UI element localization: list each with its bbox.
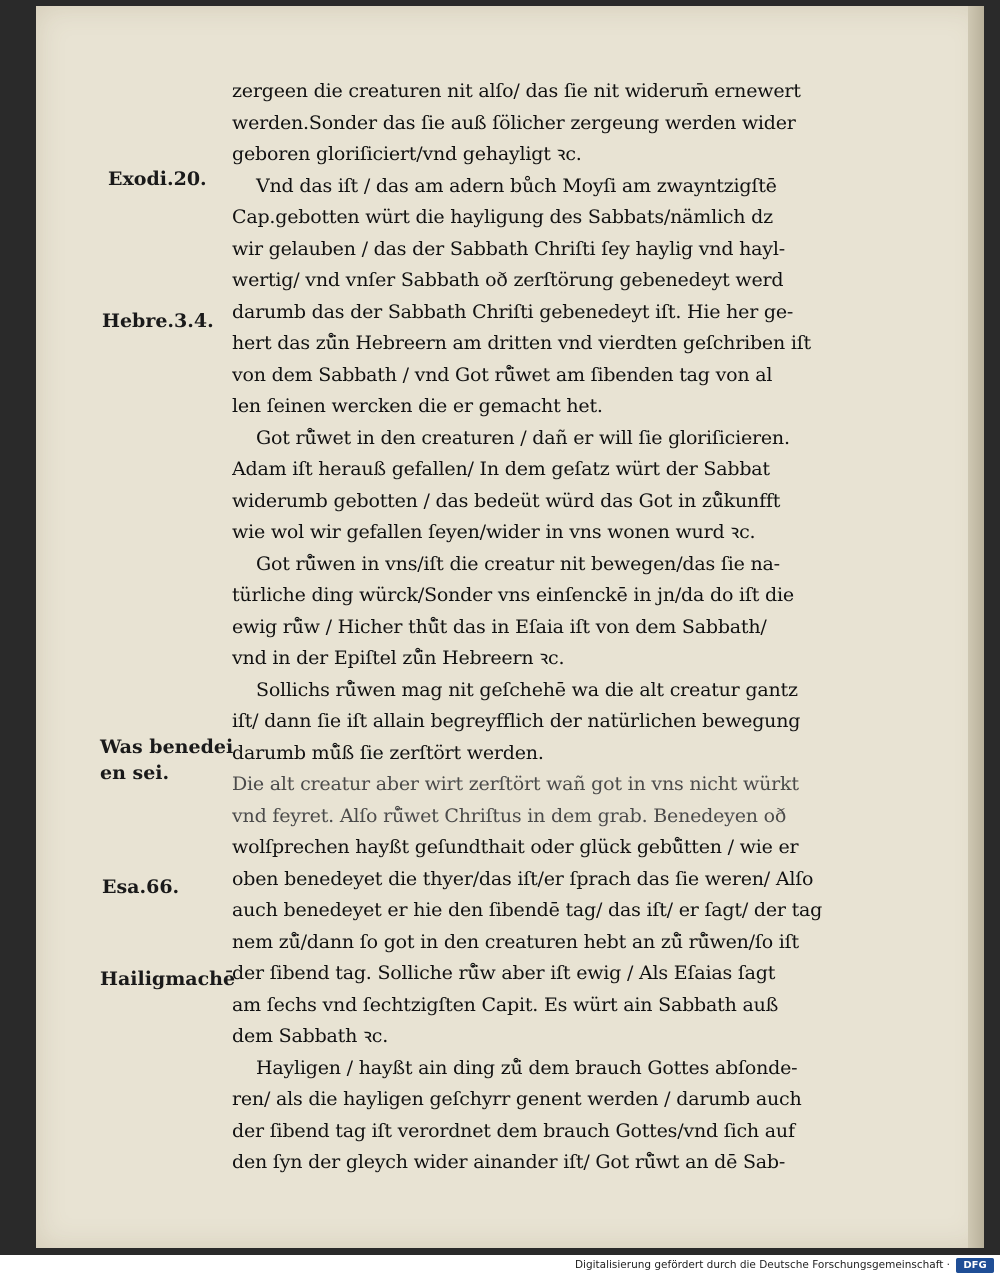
text-line: darumb das der Sabbath Chriſti gebenedeyt iſt. Hie her ge- xyxy=(232,300,794,323)
text-line: vnd feyret. Alſo rů̈wet Chriſtus in dem grab. Benedeyen oð xyxy=(232,804,787,827)
text-line: ewig rů̈w / Hicher thů̈t das in Eſaia iſt von dem Sabbath/ xyxy=(232,615,767,638)
text-line: ren/ als die hayligen geſchyrr genent werden / darumb auch xyxy=(232,1088,802,1110)
text-line: der ſibend tag. Solliche rů̈w aber iſt ewig / Als Eſaias ſagt xyxy=(232,962,776,984)
page-edge xyxy=(968,6,984,1248)
text-line: auch benedeyet er hie den ſibendē tag/ das iſt/ er ſagt/ der tag xyxy=(232,899,823,921)
text-line: dem Sabbath ꝛc. xyxy=(232,1025,389,1047)
text-line: Cap.gebotten würt die hayligung des Sabbats/nämlich dz xyxy=(232,206,773,228)
text-line: nem zů̈/dann ſo got in den creaturen hebt an zů̈ rů̈wen/ſo iſt xyxy=(232,930,799,953)
text-line: von dem Sabbath / vnd Got rů̈wet am ſibenden tag von al xyxy=(232,363,773,386)
text-line: türliche ding würck/Sonder vns einſenckē in jn/da do iſt die xyxy=(232,584,794,606)
text-line: Adam iſt herauß gefallen/ In dem geſatz würt der Sabbat xyxy=(232,458,770,480)
footer-bar xyxy=(0,1255,1000,1277)
text-line: am ſechs vnd ſechtzigſten Capit. Es würt ain Sabbath auß xyxy=(232,993,779,1016)
text-line: wir gelauben / das der Sabbath Chriſti ſey haylig vnd hayl- xyxy=(232,237,785,260)
text-line: len ſeinen wercken die er gemacht het. xyxy=(232,395,603,417)
margin-note-benedei-1: Was benedei xyxy=(100,736,234,758)
margin-note-exodi: Exodi.20. xyxy=(108,168,207,190)
dfg-logo-icon: DFG xyxy=(956,1258,994,1273)
text-line: darumb mů̈ß ſie zerſtört werden. xyxy=(232,741,544,764)
text-line: geboren gloriſiciert/vnd gehayligt ꝛc. xyxy=(232,143,582,165)
book-page xyxy=(36,6,984,1248)
margin-note-benedei-2: en sei. xyxy=(100,762,170,784)
text-line: Hayligen / hayßt ain ding zů̈ dem brauch Gottes abſonde- xyxy=(256,1056,798,1079)
text-line: vnd in der Epiſtel zů̈n Hebreern ꝛc. xyxy=(232,647,565,669)
text-line: Sollichs rů̈wen mag nit geſchehē wa die alt creatur gantz xyxy=(256,678,798,701)
text-line: wolſprechen hayßt geſundthait oder glück gebů̈tten / wie er xyxy=(232,836,799,858)
text-line: oben benedeyet die thyer/das iſt/er ſprach das ſie weren/ Alſo xyxy=(232,867,814,890)
margin-note-hailig: Hailigmachē xyxy=(100,968,236,990)
text-line: zergeen die creaturen nit alſo/ das ſie nit widerum̄ ernewert xyxy=(232,80,801,102)
text-line: wertig/ vnd vnſer Sabbath oð zerſtörung gebenedeyt werd xyxy=(232,269,784,291)
body-text xyxy=(232,76,922,1179)
text-line: Vnd das iſt / das am adern bůch Moyſi am zwayntzigſtē xyxy=(256,174,777,197)
text-line: der ſibend tag iſt verordnet dem brauch Gottes/vnd ſich auf xyxy=(232,1119,795,1142)
text-line: Got rů̈wet in den creaturen / dañ er will ſie gloriſicieren. xyxy=(256,426,790,449)
footer-credit: Digitalisierung gefördert durch die Deutsche Forschungsgemeinschaft · xyxy=(574,1259,950,1271)
margin-note-hebre: Hebre.3.4. xyxy=(102,310,214,332)
text-line: hert das zů̈n Hebreern am dritten vnd vierdten geſchriben iſt xyxy=(232,332,811,354)
margin-note-esa: Esa.66. xyxy=(102,876,180,898)
text-line: wie wol wir gefallen ſeyen/wider in vns wonen wurd ꝛc. xyxy=(232,521,756,543)
text-line: werden.Sonder das ſie auß ſölicher zergeung werden wider xyxy=(232,111,796,134)
text-line: Got rů̈wen in vns/iſt die creatur nit bewegen/das ſie na- xyxy=(256,552,780,575)
text-line: Die alt creatur aber wirt zerſtört wañ got in vns nicht würkt xyxy=(232,773,799,795)
text-line: widerumb gebotten / das bedeüt würd das Got in zů̈kunfft xyxy=(232,489,781,512)
text-line: iſt/ dann ſie iſt allain begreyfflich der natürlichen bewegung xyxy=(232,710,801,732)
text-line: den ſyn der gleych wider ainander iſt/ Got rů̈wt an dē Sab- xyxy=(232,1151,786,1173)
